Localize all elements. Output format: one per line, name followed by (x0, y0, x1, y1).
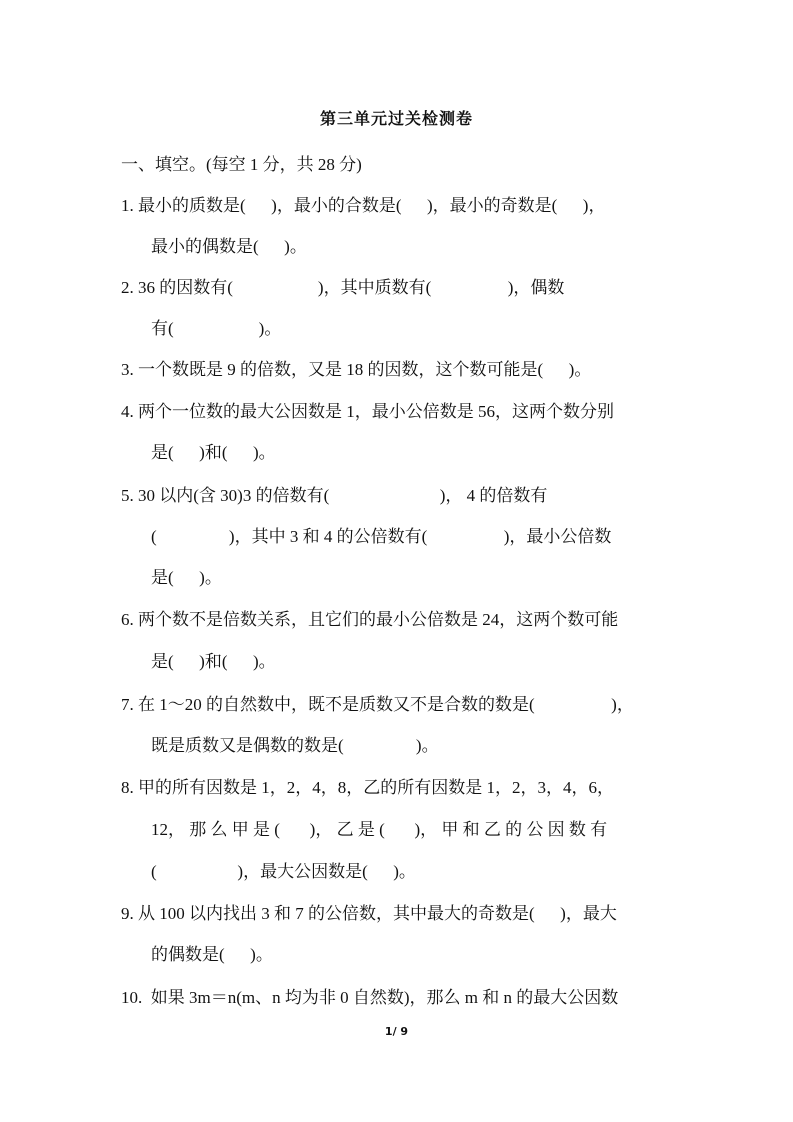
question-4-line-1: 4. 两个一位数的最大公因数是 1，最小公倍数是 56，这两个数分别 (121, 402, 614, 421)
question-8-line-3: ( )，最大公因数是( )。 (151, 862, 416, 881)
question-8-line-1: 8. 甲的所有因数是 1，2，4，8，乙的所有因数是 1，2，3，4，6， (121, 778, 614, 797)
question-5-line-1: 5. 30 以内(含 30)3 的倍数有( )， 4 的倍数有 (121, 486, 548, 505)
page-number: 1/ 9 (384, 1025, 409, 1038)
question-2-line-1: 2. 36 的因数有( )，其中质数有( )，偶数 (121, 278, 565, 297)
question-9-line-2: 的偶数是( )。 (151, 945, 273, 964)
question-1-line-1: 1. 最小的质数是( )，最小的合数是( )，最小的奇数是( )， (121, 196, 606, 215)
question-8-line-2: 12， 那 么 甲 是 ( )， 乙 是 ( )， 甲 和 乙 的 公 因 数 有 (151, 820, 608, 839)
question-6-line-1: 6. 两个数不是倍数关系，且它们的最小公倍数是 24，这两个数可能 (121, 610, 619, 629)
page-title: 第三单元过关检测卷 (319, 111, 473, 128)
question-4-line-2: 是( )和( )。 (151, 443, 276, 462)
question-9-line-1: 9. 从 100 以内找出 3 和 7 的公倍数，其中最大的奇数是( )，最大 (121, 904, 617, 923)
question-3-line-1: 3. 一个数既是 9 的倍数，又是 18 的因数，这个数可能是( )。 (121, 360, 592, 379)
question-6-line-2: 是( )和( )。 (151, 652, 276, 671)
question-7-line-2: 既是质数又是偶数的数是( )。 (151, 736, 439, 755)
section-heading: 一、填空。(每空 1 分，共 28 分) (121, 155, 362, 174)
question-5-line-3: 是( )。 (151, 568, 222, 587)
question-10-line-1: 10. 如果 3m＝n(m、n 均为非 0 自然数)，那么 m 和 n 的最大公因数 (121, 988, 619, 1007)
question-2-line-2: 有( )。 (151, 319, 282, 338)
question-7-line-1: 7. 在 1～20 的自然数中，既不是质数又不是合数的数是( )， (121, 695, 634, 714)
question-5-line-2: ( )，其中 3 和 4 的公倍数有( )，最小公倍数 (151, 527, 612, 546)
question-1-line-2: 最小的偶数是( )。 (151, 237, 307, 256)
